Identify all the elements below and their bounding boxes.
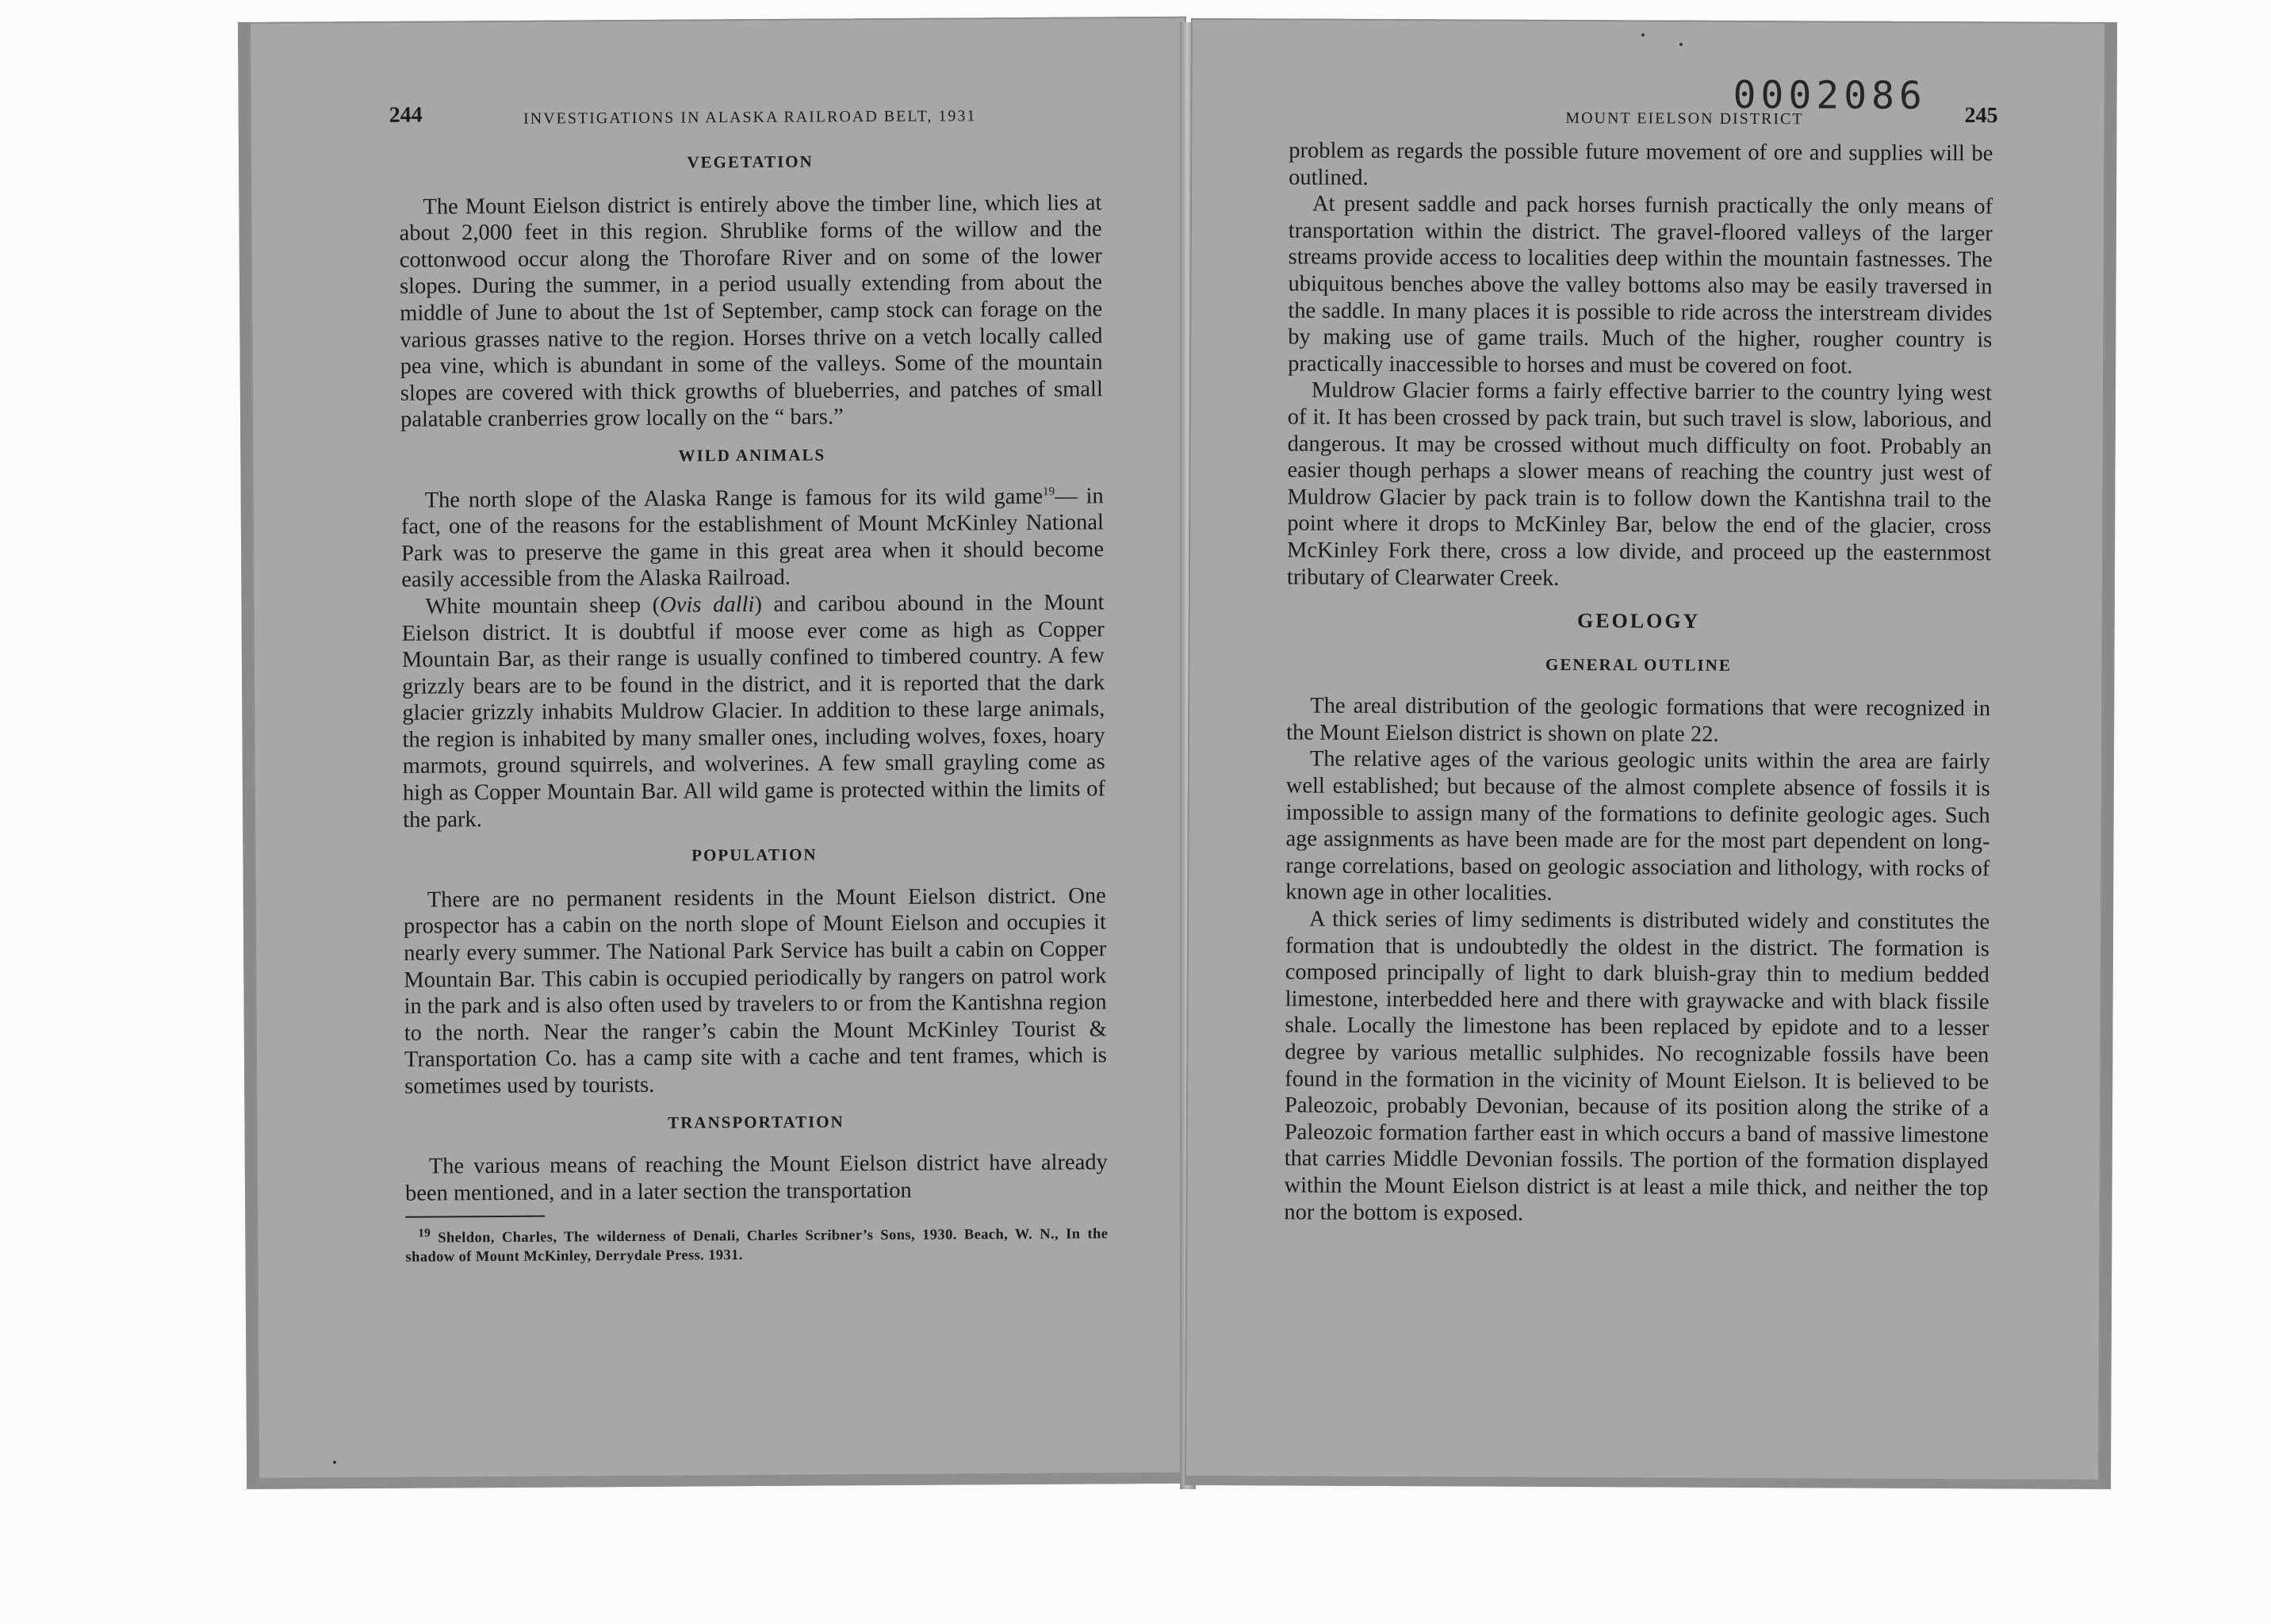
horses-paragraph: At present saddle and pack horses furnish practically the only means of transportation within the district. The gravel-floored valleys of the larger streams provide access to localities deep within the mountain fastnesses. The ubiquitous benches above the valley bottoms also may be easily traversed in the saddle. In many places it is possible to ride across the interstream divides by making use of game trails. Much of the higher, rougher country is practically inaccessible to horses and must be covered on foot. — [1288, 191, 1993, 379]
right-running-head — [1289, 72, 1998, 140]
wild-animals-p2-after: ) and caribou abound in the Mount Eielson district. It is doubtful if moose ever come as high as Copper Mountain Bar, as their range is usually confined to timbered country. A few grizzly bears are to be found in the district, and it is reported that the dark glacier grizzly inhabits Muldrow Glacier. In addition to these large animals, the region is inhabited by many smaller ones, including wolves, foxes, hoary marmots, ground squirrels, and wolverines. A few small grayling come as high as Copper Mountain Bar. All wild game is protected within the limits of the park. — [401, 590, 1106, 833]
right-running-title: MOUNT EIELSON DISTRICT — [1565, 109, 1804, 128]
continued-paragraph: problem as regards the possible future movement of ore and supplies will be outlined. — [1289, 138, 1993, 190]
geology-paragraph-3: A thick series of limy sediments is distributed widely and constitutes the formation that is undoubtedly the oldest in the district. The formation is composed principally of light to dark bluish-gray thin to medium bedded limestone, interbedded here and there with graywacke and with black fissile shale. Locally the limestone has been replaced by epidote and to a lesser degree by various metallic sulphides. No recognizable fossils have been found in the formation in the vicinity of Mount Eielson. It is believed to be Paleozoic, probably Devonian, because of its position along the strike of a Paleozoic formation farther east in which occurs a band of massive limestone that carries Middle Devonian fossils. The portion of the formation displayed within the Mount Eielson district is at least a mile thick, and neither the top nor the bottom is exposed. — [1284, 906, 1990, 1226]
left-page — [238, 17, 1195, 1489]
heading-wild-animals: WILD ANIMALS — [678, 445, 826, 465]
wild-animals-paragraph-1 — [401, 483, 1105, 594]
footnote-text: Sheldon, Charles, The wilderness of Denali, Charles Scribner’s Sons, 1930. Beach, W. N., In the shadow of Mount McKinley, Derrydale Press. 1931. — [405, 1226, 1109, 1266]
footnote-ref-19: 19 — [1043, 485, 1055, 498]
scan-speck — [1679, 43, 1683, 46]
heading-general-outline: GENERAL OUTLINE — [1545, 654, 1732, 675]
right-page-text — [1284, 72, 1998, 1228]
heading-population: POPULATION — [691, 845, 818, 865]
footnote-rule — [405, 1216, 545, 1218]
muldrow-paragraph: Muldrow Glacier forms a fairly effective barrier to the country lying west of it. It has been crossed by pack train, but such travel is slow, laborious, and dangerous. It may be crossed without much difficulty on foot. Probably an easier though perhaps a slower means of reaching the country just west of Muldrow Glacier by pack train is to follow down the Kantishna trail to the point where it drops to McKinley Bar, below the end of the glacier, cross McKinley Fork there, cross a low divide, and proceed up the easternmost tributary of Clearwater Creek. — [1286, 377, 1993, 591]
right-page — [1185, 18, 2117, 1489]
footnote-19 — [405, 1225, 1108, 1267]
left-page-text — [389, 96, 1109, 1267]
wild-animals-p1-before: The north slope of the Alaska Range is famous for its wild game — [424, 484, 1044, 513]
heading-vegetation: VEGETATION — [687, 151, 814, 172]
footnote-mark: 19 — [418, 1227, 431, 1240]
wild-animals-p1-after: — in fact, one of the reasons for the establishment of Mount McKinley National Park was to preserve the game in this great area when it should become easily accessible from the Alaska Railroad. — [400, 483, 1105, 593]
left-page-number: 244 — [389, 102, 423, 128]
population-paragraph: There are no permanent residents in the Mount Eielson district. One prospector has a cabin on the north slope of Mount Eielson and occupies it nearly every summer. The National Park Service has built a cabin on Copper Mountain Bar. This cabin is occupied periodically by rangers on patrol work in the park and is also often used by travelers to or from the Kantishna region to the north. Near the ranger’s cabin the Mount McKinley Tourist & Transportation Co. has a camp site with a cache and tent frames, which is sometimes used by tourists. — [403, 883, 1108, 1099]
wild-animals-paragraph-2 — [401, 589, 1105, 833]
vegetation-paragraph: The Mount Eielson district is entirely above the timber line, which lies at about 2,000 feet in this region. Shrublike forms of the willow and the cottonwood occur along the Thorofare River and on some of the lower slopes. During the summer, in a period usually extending from about the middle of June to about the 1st of September, camp stock can forage on the various grasses native to the region. Horses thrive on a vetch locally called pea vine, which is abundant in some of the valleys. Some of the mountain slopes are covered with thick growths of blueberries, and patches of small palatable cranberries grow locally on the “ bars.” — [399, 190, 1103, 433]
species-name: Ovis dalli — [660, 592, 755, 618]
right-page-number: 245 — [1964, 103, 1998, 128]
transportation-paragraph: The various means of reaching the Mount Eielson district have already been mentioned, and in a later section the transportation — [404, 1150, 1108, 1206]
left-running-head — [389, 96, 1101, 140]
geology-paragraph-1: The areal distribution of the geologic formations that were recognized in the Mount Eielson district is shown on plate 22. — [1286, 693, 1991, 747]
heading-transportation: TRANSPORTATION — [668, 1111, 844, 1132]
scan-speck — [333, 1461, 336, 1464]
scan-speck — [1641, 33, 1645, 36]
heading-geology: GEOLOGY — [1576, 609, 1701, 633]
book-spread — [238, 22, 2117, 1489]
left-running-title: INVESTIGATIONS IN ALASKA RAILROAD BELT, 1931 — [523, 107, 977, 128]
wild-animals-p2-before: White mountain sheep ( — [425, 592, 661, 619]
geology-paragraph-2: The relative ages of the various geologic units within the area are fairly well established; but because of the almost complete absence of fossils it is impossible to assign many of the formations to definite geologic ages. Such age assignments as have been made are for the most part dependent on long-range correlations, based on geologic association and lithology, with rocks of known age in other localities. — [1285, 747, 1990, 906]
archive-stamp: 0002086 — [1733, 72, 1928, 118]
